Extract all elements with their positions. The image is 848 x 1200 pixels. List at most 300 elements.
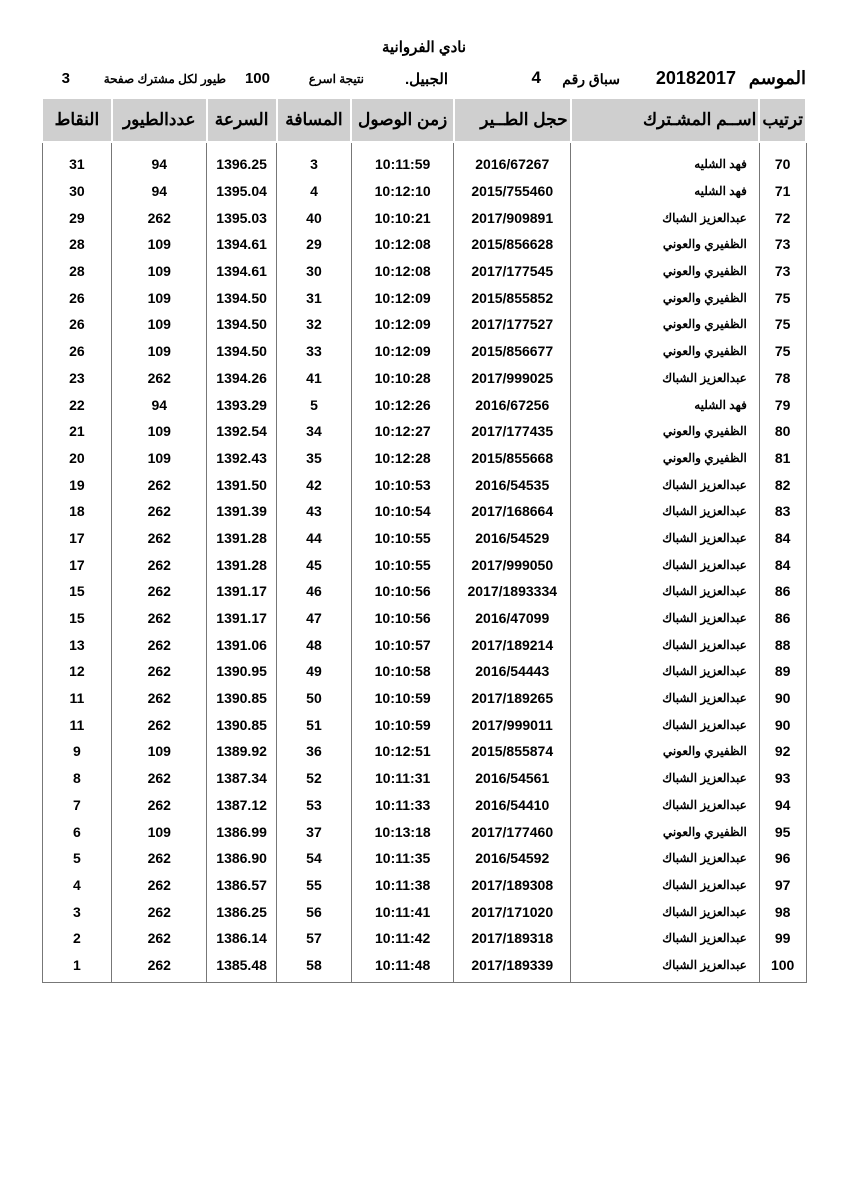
participant-name-cell: عبدالعزيز الشباك (571, 898, 760, 925)
participant-name-cell: عبدالعزيز الشباك (571, 631, 760, 658)
rank-cell: 84 (759, 551, 806, 578)
distance-cell: 34 (277, 418, 352, 445)
distance-cell: 42 (277, 471, 352, 498)
speed-cell: 1393.29 (207, 391, 277, 418)
points-cell: 7 (42, 792, 112, 819)
table-row (42, 605, 806, 632)
ring-number-cell: 2017/177435 (454, 418, 571, 445)
bird-count-cell: 109 (112, 258, 207, 285)
table-row (42, 445, 806, 472)
table-row (42, 792, 806, 819)
rank-cell: 99 (759, 925, 806, 952)
speed-cell: 1394.50 (207, 338, 277, 365)
arrival-time-cell: 10:11:35 (351, 845, 454, 872)
points-cell: 19 (42, 471, 112, 498)
points-cell: 6 (42, 818, 112, 845)
ring-number-cell: 2017/999011 (454, 711, 571, 738)
participant-name-cell: عبدالعزيز الشباك (571, 711, 760, 738)
points-cell: 28 (42, 258, 112, 285)
bird-count-cell: 94 (112, 178, 207, 205)
arrival-time-cell: 10:10:28 (351, 365, 454, 392)
speed-cell: 1387.34 (207, 765, 277, 792)
distance-cell: 41 (277, 365, 352, 392)
points-cell: 1 (42, 952, 112, 983)
bird-count-cell: 262 (112, 365, 207, 392)
distance-cell: 33 (277, 338, 352, 365)
per-participant-label: طيور لكل مشترك صفحة (103, 72, 226, 86)
arrival-time-cell: 10:11:38 (351, 872, 454, 899)
points-cell: 11 (42, 711, 112, 738)
bird-count-cell: 262 (112, 551, 207, 578)
arrival-time-cell: 10:11:41 (351, 898, 454, 925)
ring-number-cell: 2017/189339 (454, 952, 571, 983)
bird-count-cell: 262 (112, 792, 207, 819)
distance-cell: 4 (277, 178, 352, 205)
ring-number-cell: 2015/856677 (454, 338, 571, 365)
race-location: الجبيل. (404, 71, 448, 88)
points-cell: 23 (42, 365, 112, 392)
rank-cell: 96 (759, 845, 806, 872)
speed-cell: 1389.92 (207, 738, 277, 765)
bird-count-cell: 109 (112, 231, 207, 258)
distance-cell: 29 (277, 231, 352, 258)
spacer-cell (277, 142, 352, 151)
bird-count-cell: 262 (112, 952, 207, 983)
speed-cell: 1386.99 (207, 818, 277, 845)
participant-name-cell: عبدالعزيز الشباك (571, 365, 760, 392)
rank-cell: 75 (759, 284, 806, 311)
arrival-time-cell: 10:10:53 (351, 471, 454, 498)
column-header-points: النقاط (42, 98, 112, 142)
distance-cell: 57 (277, 925, 352, 952)
page-number: 3 (61, 70, 70, 87)
points-cell: 31 (42, 151, 112, 178)
distance-cell: 36 (277, 738, 352, 765)
arrival-time-cell: 10:12:51 (351, 738, 454, 765)
table-row (42, 898, 806, 925)
spacer-cell (351, 142, 454, 151)
points-cell: 5 (42, 845, 112, 872)
participant-name-cell: عبدالعزيز الشباك (571, 605, 760, 632)
table-row (42, 818, 806, 845)
arrival-time-cell: 10:10:59 (351, 685, 454, 712)
points-cell: 15 (42, 578, 112, 605)
speed-cell: 1386.14 (207, 925, 277, 952)
ring-number-cell: 2015/755460 (454, 178, 571, 205)
arrival-time-cell: 10:12:10 (351, 178, 454, 205)
ring-number-cell: 2016/67256 (454, 391, 571, 418)
arrival-time-cell: 10:11:48 (351, 952, 454, 983)
points-cell: 21 (42, 418, 112, 445)
column-header-rank: ترتيب (759, 98, 806, 142)
ring-number-cell: 2016/54410 (454, 792, 571, 819)
column-header-speed: السرعة (207, 98, 277, 142)
participant-name-cell: عبدالعزيز الشباك (571, 204, 760, 231)
bird-count-cell: 109 (112, 818, 207, 845)
speed-cell: 1391.17 (207, 605, 277, 632)
rank-cell: 100 (759, 952, 806, 983)
distance-cell: 54 (277, 845, 352, 872)
column-header-distance: المسافة (277, 98, 352, 142)
table-row (42, 338, 806, 365)
participant-name-cell: عبدالعزيز الشباك (571, 685, 760, 712)
table-row (42, 658, 806, 685)
distance-cell: 47 (277, 605, 352, 632)
distance-cell: 53 (277, 792, 352, 819)
ring-number-cell: 2017/189265 (454, 685, 571, 712)
table-row (42, 365, 806, 392)
points-cell: 22 (42, 391, 112, 418)
arrival-time-cell: 10:11:33 (351, 792, 454, 819)
bird-count-cell: 262 (112, 898, 207, 925)
distance-cell: 50 (277, 685, 352, 712)
bird-count-cell: 262 (112, 658, 207, 685)
speed-cell: 1391.17 (207, 578, 277, 605)
table-row (42, 578, 806, 605)
rank-cell: 72 (759, 204, 806, 231)
bird-count-cell: 262 (112, 471, 207, 498)
speed-cell: 1396.25 (207, 151, 277, 178)
ring-number-cell: 2017/168664 (454, 498, 571, 525)
ring-number-cell: 2015/855668 (454, 445, 571, 472)
ring-number-cell: 2017/189318 (454, 925, 571, 952)
arrival-time-cell: 10:12:28 (351, 445, 454, 472)
spacer-cell (454, 142, 571, 151)
ring-number-cell: 2017/189308 (454, 872, 571, 899)
speed-cell: 1395.03 (207, 204, 277, 231)
ring-number-cell: 2017/999025 (454, 365, 571, 392)
bird-count-cell: 262 (112, 498, 207, 525)
participant-name-cell: الظفيري والعوني (571, 284, 760, 311)
distance-cell: 32 (277, 311, 352, 338)
speed-cell: 1390.85 (207, 685, 277, 712)
points-cell: 13 (42, 631, 112, 658)
rank-cell: 86 (759, 605, 806, 632)
speed-cell: 1394.50 (207, 311, 277, 338)
club-title: نادي الفروانية (381, 39, 467, 56)
column-header-ring-number: حجل الطــير (454, 98, 571, 142)
participant-name-cell: الظفيري والعوني (571, 258, 760, 285)
bird-count-cell: 262 (112, 525, 207, 552)
bird-count-cell: 109 (112, 418, 207, 445)
participant-name-cell: عبدالعزيز الشباك (571, 471, 760, 498)
bird-count-cell: 109 (112, 311, 207, 338)
arrival-time-cell: 10:10:54 (351, 498, 454, 525)
speed-cell: 1386.25 (207, 898, 277, 925)
points-cell: 2 (42, 925, 112, 952)
points-cell: 15 (42, 605, 112, 632)
arrival-time-cell: 10:13:18 (351, 818, 454, 845)
participant-name-cell: عبدالعزيز الشباك (571, 765, 760, 792)
rank-cell: 79 (759, 391, 806, 418)
ring-number-cell: 2017/1893334 (454, 578, 571, 605)
table-row (42, 631, 806, 658)
ring-number-cell: 2017/909891 (454, 204, 571, 231)
points-cell: 17 (42, 525, 112, 552)
ring-number-cell: 2017/189214 (454, 631, 571, 658)
table-row (42, 498, 806, 525)
table-row (42, 738, 806, 765)
arrival-time-cell: 10:10:58 (351, 658, 454, 685)
speed-cell: 1392.43 (207, 445, 277, 472)
bird-count-cell: 262 (112, 605, 207, 632)
ring-number-cell: 2017/177527 (454, 311, 571, 338)
bird-count-cell: 262 (112, 845, 207, 872)
table-row (42, 204, 806, 231)
speed-cell: 1391.28 (207, 551, 277, 578)
participant-name-cell: الظفيري والعوني (571, 418, 760, 445)
rank-cell: 92 (759, 738, 806, 765)
participant-name-cell: فهد الشليه (571, 151, 760, 178)
distance-cell: 46 (277, 578, 352, 605)
ring-number-cell: 2015/855874 (454, 738, 571, 765)
speed-cell: 1394.61 (207, 231, 277, 258)
arrival-time-cell: 10:12:08 (351, 258, 454, 285)
rank-cell: 73 (759, 231, 806, 258)
participant-name-cell: عبدالعزيز الشباك (571, 952, 760, 983)
rank-cell: 71 (759, 178, 806, 205)
arrival-time-cell: 10:12:27 (351, 418, 454, 445)
bird-count-cell: 94 (112, 151, 207, 178)
rank-cell: 95 (759, 818, 806, 845)
ring-number-cell: 2016/47099 (454, 605, 571, 632)
spacer-row (42, 142, 806, 151)
table-row (42, 258, 806, 285)
spacer-cell (112, 142, 207, 151)
rank-cell: 86 (759, 578, 806, 605)
points-cell: 4 (42, 872, 112, 899)
distance-cell: 40 (277, 204, 352, 231)
speed-cell: 1391.28 (207, 525, 277, 552)
ring-number-cell: 2015/855852 (454, 284, 571, 311)
ring-number-cell: 2016/54443 (454, 658, 571, 685)
speed-cell: 1391.50 (207, 471, 277, 498)
distance-cell: 35 (277, 445, 352, 472)
distance-cell: 58 (277, 952, 352, 983)
ring-number-cell: 2016/54561 (454, 765, 571, 792)
participant-name-cell: الظفيري والعوني (571, 311, 760, 338)
distance-cell: 51 (277, 711, 352, 738)
arrival-time-cell: 10:12:09 (351, 284, 454, 311)
table-row (42, 525, 806, 552)
speed-cell: 1394.50 (207, 284, 277, 311)
season-label: الموسم (748, 68, 806, 88)
arrival-time-cell: 10:11:31 (351, 765, 454, 792)
rank-cell: 90 (759, 685, 806, 712)
distance-cell: 49 (277, 658, 352, 685)
participant-name-cell: الظفيري والعوني (571, 231, 760, 258)
bird-count-cell: 262 (112, 872, 207, 899)
points-cell: 26 (42, 284, 112, 311)
rank-cell: 89 (759, 658, 806, 685)
ring-number-cell: 2016/67267 (454, 151, 571, 178)
column-header-participant-name: اســم المشـترك (571, 98, 760, 142)
bird-count-cell: 262 (112, 578, 207, 605)
speed-cell: 1386.90 (207, 845, 277, 872)
spacer-cell (42, 142, 112, 151)
ring-number-cell: 2017/999050 (454, 551, 571, 578)
table-row (42, 178, 806, 205)
speed-cell: 1391.39 (207, 498, 277, 525)
spacer-cell (759, 142, 806, 151)
spacer-cell (571, 142, 760, 151)
points-cell: 3 (42, 898, 112, 925)
bird-count-cell: 109 (112, 445, 207, 472)
ring-number-cell: 2017/171020 (454, 898, 571, 925)
arrival-time-cell: 10:10:57 (351, 631, 454, 658)
arrival-time-cell: 10:11:42 (351, 925, 454, 952)
season-value: 20182017 (655, 68, 736, 88)
points-cell: 29 (42, 204, 112, 231)
participant-name-cell: عبدالعزيز الشباك (571, 498, 760, 525)
participant-name-cell: عبدالعزيز الشباك (571, 872, 760, 899)
rank-cell: 78 (759, 365, 806, 392)
participant-name-cell: عبدالعزيز الشباك (571, 525, 760, 552)
participant-name-cell: الظفيري والعوني (571, 445, 760, 472)
table-row (42, 151, 806, 178)
rank-cell: 73 (759, 258, 806, 285)
rank-cell: 70 (759, 151, 806, 178)
points-cell: 12 (42, 658, 112, 685)
distance-cell: 44 (277, 525, 352, 552)
column-header-arrival-time: زمن الوصول (351, 98, 454, 142)
table-row (42, 231, 806, 258)
points-cell: 30 (42, 178, 112, 205)
participant-name-cell: عبدالعزيز الشباك (571, 551, 760, 578)
participant-name-cell: فهد الشليه (571, 178, 760, 205)
speed-cell: 1392.54 (207, 418, 277, 445)
race-label: سباق رقم (562, 71, 620, 87)
rank-cell: 83 (759, 498, 806, 525)
arrival-time-cell: 10:12:09 (351, 338, 454, 365)
participant-name-cell: عبدالعزيز الشباك (571, 792, 760, 819)
table-row (42, 311, 806, 338)
participant-name-cell: الظفيري والعوني (571, 738, 760, 765)
bird-count-cell: 109 (112, 738, 207, 765)
rank-cell: 80 (759, 418, 806, 445)
points-cell: 18 (42, 498, 112, 525)
arrival-time-cell: 10:12:08 (351, 231, 454, 258)
points-cell: 11 (42, 685, 112, 712)
table-row (42, 551, 806, 578)
arrival-time-cell: 10:12:26 (351, 391, 454, 418)
speed-cell: 1391.06 (207, 631, 277, 658)
distance-cell: 31 (277, 284, 352, 311)
table-row (42, 952, 806, 983)
participant-name-cell: فهد الشليه (571, 391, 760, 418)
arrival-time-cell: 10:11:59 (351, 151, 454, 178)
rank-cell: 75 (759, 338, 806, 365)
bird-count-cell: 109 (112, 338, 207, 365)
distance-cell: 30 (277, 258, 352, 285)
distance-cell: 3 (277, 151, 352, 178)
arrival-time-cell: 10:10:56 (351, 605, 454, 632)
participant-name-cell: عبدالعزيز الشباك (571, 658, 760, 685)
rank-cell: 90 (759, 711, 806, 738)
table-row (42, 391, 806, 418)
speed-cell: 1385.48 (207, 952, 277, 983)
points-cell: 9 (42, 738, 112, 765)
bird-count-cell: 262 (112, 711, 207, 738)
results-table (41, 97, 807, 983)
speed-cell: 1390.95 (207, 658, 277, 685)
arrival-time-cell: 10:10:56 (351, 578, 454, 605)
points-cell: 28 (42, 231, 112, 258)
speed-cell: 1387.12 (207, 792, 277, 819)
points-cell: 26 (42, 311, 112, 338)
spacer-cell (207, 142, 277, 151)
fastest-value: 100 (244, 70, 270, 87)
rank-cell: 93 (759, 765, 806, 792)
column-header-bird-count: عددالطيور (112, 98, 207, 142)
table-row (42, 872, 806, 899)
speed-cell: 1390.85 (207, 711, 277, 738)
bird-count-cell: 262 (112, 204, 207, 231)
table-header (42, 98, 806, 142)
speed-cell: 1386.57 (207, 872, 277, 899)
table-row (42, 925, 806, 952)
rank-cell: 75 (759, 311, 806, 338)
table-row (42, 765, 806, 792)
table-row (42, 685, 806, 712)
arrival-time-cell: 10:12:09 (351, 311, 454, 338)
distance-cell: 45 (277, 551, 352, 578)
distance-cell: 55 (277, 872, 352, 899)
speed-cell: 1394.61 (207, 258, 277, 285)
ring-number-cell: 2017/177545 (454, 258, 571, 285)
table-row (42, 845, 806, 872)
distance-cell: 5 (277, 391, 352, 418)
points-cell: 26 (42, 338, 112, 365)
bird-count-cell: 109 (112, 284, 207, 311)
arrival-time-cell: 10:10:21 (351, 204, 454, 231)
participant-name-cell: عبدالعزيز الشباك (571, 845, 760, 872)
distance-cell: 48 (277, 631, 352, 658)
participant-name-cell: الظفيري والعوني (571, 338, 760, 365)
ring-number-cell: 2015/856628 (454, 231, 571, 258)
bird-count-cell: 262 (112, 631, 207, 658)
distance-cell: 43 (277, 498, 352, 525)
rank-cell: 88 (759, 631, 806, 658)
race-number: 4 (531, 68, 541, 87)
arrival-time-cell: 10:10:59 (351, 711, 454, 738)
table-row (42, 711, 806, 738)
ring-number-cell: 2016/54592 (454, 845, 571, 872)
table-body (42, 142, 806, 983)
speed-cell: 1394.26 (207, 365, 277, 392)
fastest-label: نتيجة اسرع (308, 72, 364, 86)
bird-count-cell: 262 (112, 925, 207, 952)
bird-count-cell: 94 (112, 391, 207, 418)
table-row (42, 284, 806, 311)
distance-cell: 52 (277, 765, 352, 792)
rank-cell: 98 (759, 898, 806, 925)
ring-number-cell: 2016/54529 (454, 525, 571, 552)
participant-name-cell: الظفيري والعوني (571, 818, 760, 845)
rank-cell: 97 (759, 872, 806, 899)
rank-cell: 82 (759, 471, 806, 498)
distance-cell: 37 (277, 818, 352, 845)
participant-name-cell: عبدالعزيز الشباك (571, 925, 760, 952)
points-cell: 8 (42, 765, 112, 792)
points-cell: 20 (42, 445, 112, 472)
rank-cell: 81 (759, 445, 806, 472)
rank-cell: 94 (759, 792, 806, 819)
table-row (42, 418, 806, 445)
arrival-time-cell: 10:10:55 (351, 525, 454, 552)
rank-cell: 84 (759, 525, 806, 552)
participant-name-cell: عبدالعزيز الشباك (571, 578, 760, 605)
